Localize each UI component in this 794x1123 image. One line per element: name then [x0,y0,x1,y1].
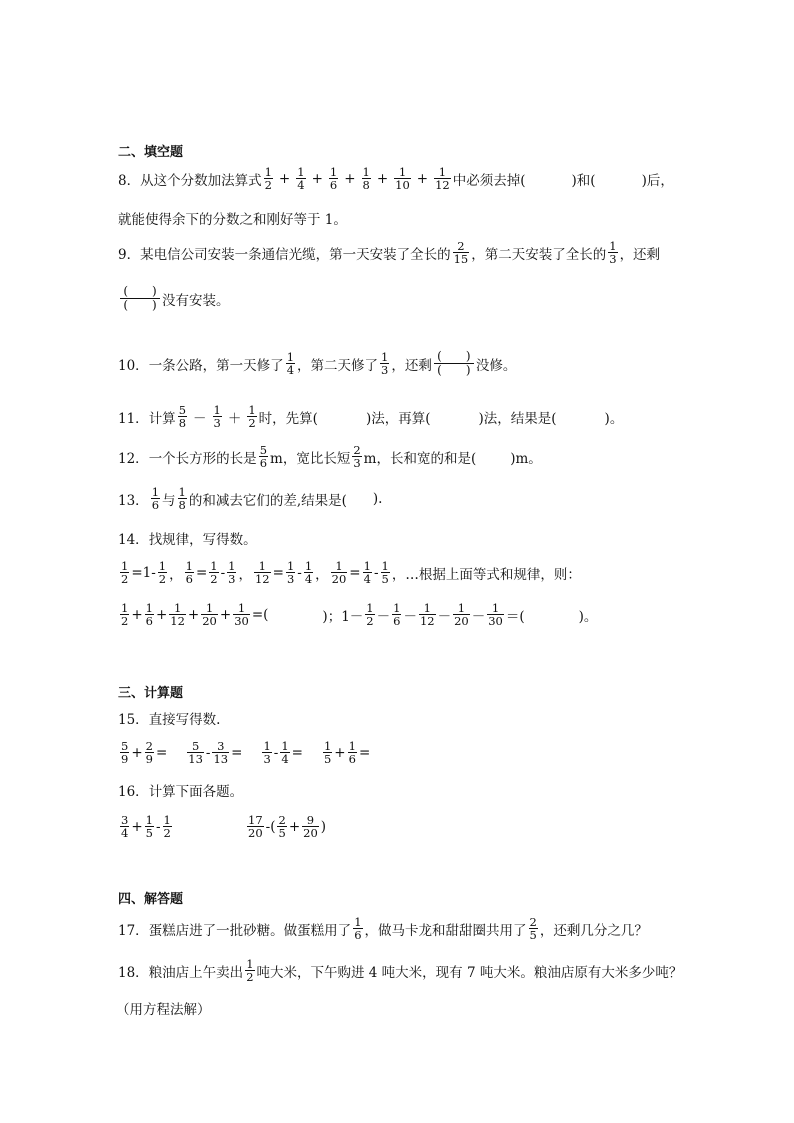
section-title-fill: 二、填空题 [118,145,184,160]
question-11: 11． 计算 5 8 － 1 3 ＋ 1 2 时，先算( )法，再算( )法，结果是( )。 [118,403,624,430]
fraction: 1 30 [488,601,503,628]
fraction: 1 12 [254,559,270,586]
answer-blank-fraction[interactable]: ( ) ( ) [434,350,474,377]
fraction: 1 2 [264,165,272,192]
question-14: 14． 找规律，写得数。 [118,528,257,548]
question-10: 10． 一条公路，第一天修了 1 4 ，第二天修了 1 3 ，还剩 ( ) ( ) 没修。 [118,349,517,377]
fraction: 1 30 [234,601,249,628]
question-16: 16． 计算下面各题。 [118,780,243,800]
question-number: 14． [118,532,149,548]
fraction: 1 3 [213,403,221,430]
fraction: 1 20 [202,601,217,628]
fraction: 1 2 [248,403,256,430]
section-title-calc: 三、计算题 [118,686,184,701]
fraction: 1 12 [419,601,435,628]
question-8-line2: 就能使得余下的分数之和刚好等于 1。 [118,212,347,228]
fraction: 1 4 [363,559,371,586]
question-number: 11． [118,410,149,427]
fraction: 1 8 [178,485,186,512]
fraction: 9 20 [303,813,318,840]
fraction: 1 2 [210,559,218,586]
fraction: 2 3 [353,443,361,470]
question-number: 9． [118,246,141,263]
question-number: 13． [118,492,149,509]
fraction: 1 2 [246,957,254,984]
question-15: 15． 直接写得数. [118,708,220,728]
fraction: 2 15 [453,239,469,266]
fraction: $\frac{2}{9}$ [145,739,153,766]
fraction: $\frac{1}{12}$ [435,165,450,192]
question-number: 12． [118,450,149,467]
question-number: 8． [118,172,141,189]
fraction: 2 5 [529,915,537,942]
fraction: $\frac{1}{6}$ [348,739,356,766]
fraction: 2 5 [278,813,286,840]
question-9-line2: ( ) ( ) 没有安装。 [118,285,230,312]
question-13: 13． 1 6 与 1 8 的和减去它们的差,结果是( ). [118,485,383,512]
fraction: 1 6 [145,601,153,628]
fraction: 1 5 [323,739,332,766]
fraction: 5 9 [121,739,129,766]
fraction: 5 8 [178,403,187,430]
fraction: 1 3 [228,559,236,586]
question-number: 15． [118,712,149,728]
fraction: 1 6 [151,485,160,512]
question-number: 18． [118,964,149,981]
fraction: 1 12 [170,601,185,628]
fraction: $\frac{1}{4}$ [281,739,289,766]
question-16-expr2: 17 20 -( 2 5 + 9 20 ) [248,813,327,840]
question-14-pattern: 1 2 = 1 - 1 2 ， 1 6 = 1 2 - 1 3 ， 1 12 = 1 3 - 1 4 ， 1 20 = 1 4 - 1 5 ， …根据上面等式和规律，则： [121,559,581,586]
question-number: 10． [118,357,149,374]
fraction: 1 2 [158,559,167,586]
question-12: 12． 一个长方形的长是 5 6 m，宽比长短 2 3 m，长和宽的和是( )m。 [118,443,542,470]
fraction: 1 5 [145,813,153,840]
fraction: 5 6 [259,443,268,470]
question-9: 9． 某电信公司安装一条通信光缆，第一天安装了全长的 2 15 ，第二天安装了全长的 1 3 ，还剩 [118,239,661,266]
fraction: 1 6 [393,601,401,628]
fraction: 1 2 [163,813,171,840]
fraction: 1 20 [454,601,469,628]
fraction: 3 4 [121,813,129,840]
question-number: 17． [118,922,149,939]
fraction: 1 2 [121,559,129,586]
fraction: $\frac{3}{13}$ [213,739,229,766]
question-18: 18． 粮油店上午卖出 1 2 吨大米，下午购进 4 吨大米，现有 7 吨大米。粮油店原有大米多少吨？ [118,957,683,984]
fraction: $\frac{1}{10}$ [395,165,410,192]
fraction: 1 4 [304,559,313,586]
question-17: 17． 蛋糕店进了一批砂糖。做蛋糕用了 1 6 ，做马卡龙和甜甜圈共用了 2 5 ，还剩几分之几？ [118,915,648,942]
fraction: 1 3 [286,559,295,586]
fraction: 1 2 [366,601,374,628]
fraction: 1 6 [185,559,193,586]
fraction: 1 2 [121,601,129,628]
fraction: 1 5 [381,559,389,586]
fraction: 1 3 [609,239,617,266]
fraction: 1 3 [381,350,389,377]
fraction: 1 20 [331,559,347,586]
question-16-expr1: 3 4 + 1 5 - 1 2 [121,813,171,840]
fraction: $\frac{1}{4}$ [297,165,305,192]
fraction: 5 13 [188,739,203,766]
question-15-items: 5 9 + $\frac{2}{9}$ = 5 13 - $\frac{3}{13}$ = 1 3 - $\frac{1}{4}$ = 1 5 + $\frac{1}{6}$ = [121,739,371,766]
question-number: 16． [118,784,149,800]
fraction: $\frac{1}{6}$ [329,165,338,192]
fraction: 1 3 [263,739,271,766]
question-14-task: 1 2 + 1 6 + 1 12 + 1 20 + 1 30 = ( )； 1－ 1 2 － 1 6 － 1 12 － 1 20 － 1 30 ＝( )。 [121,601,598,628]
fraction: 1 4 [286,350,295,377]
fraction: $\frac{1}{8}$ [362,165,370,192]
question-8: 8． 从这个分数加法算式 1 2 + $\frac{1}{4}$ + $\frac{1}{6}$ + $\frac{1}{8}$ + $\frac{1}{10}$ + $\frac{1}{12}$ 中必须去掉( )和( )后， [118,165,674,192]
answer-blank-fraction[interactable]: ( ) ( ) [120,285,160,312]
section-title-answer: 四、解答题 [118,892,184,907]
question-18-note: （用方程法解） [116,1002,211,1018]
fraction: 17 20 [248,813,263,840]
fraction: 1 6 [354,915,362,942]
